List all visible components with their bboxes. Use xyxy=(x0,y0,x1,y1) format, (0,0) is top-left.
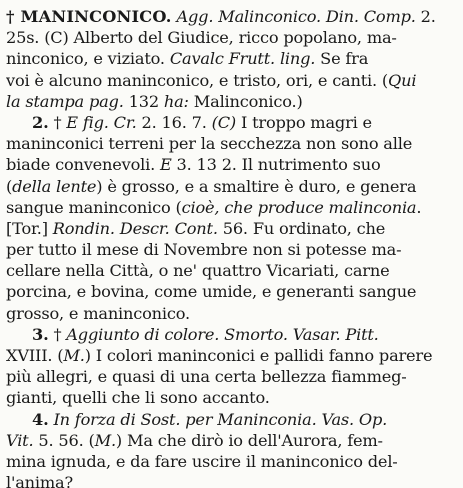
text: XVIII. ( xyxy=(6,346,64,365)
citation: E fig. Cr. xyxy=(66,112,137,132)
entry-line-4 xyxy=(6,70,455,91)
citation: Cavalc Frutt. ling. xyxy=(164,49,316,69)
entry-line-1 xyxy=(6,6,455,27)
text: 2. xyxy=(415,7,436,26)
text: biade convenevoli. xyxy=(6,155,156,175)
editorial-note: Qui xyxy=(388,70,417,90)
editorial-note: la stampa pag. xyxy=(6,91,124,111)
sense-number: 3. xyxy=(32,324,49,344)
citation: Rondin. Descr. Cont. xyxy=(47,218,218,238)
text: più allegri, e quasi di una certa bellezza fiammeg- xyxy=(6,367,407,387)
entry-line-17 xyxy=(6,345,455,366)
gloss: cioè, che produce malinconia xyxy=(181,197,417,217)
entry-line-7 xyxy=(6,133,455,154)
sense-number: 2. xyxy=(32,112,49,132)
entry-line-19 xyxy=(6,387,455,408)
source-mark: M. xyxy=(94,430,116,450)
entry-line-6 xyxy=(6,112,455,133)
text: grosso, e maninconico. xyxy=(6,303,190,323)
text: . xyxy=(416,197,422,217)
citation: Vit. xyxy=(6,430,34,450)
text: cellare nella Città, o ne' quattro Vicariati, carne xyxy=(6,261,390,281)
text: ninconico, e viziato. xyxy=(6,49,165,69)
text: 5. 56. ( xyxy=(33,430,95,450)
source-mark: [Tor.] xyxy=(6,218,48,238)
entry-line-10 xyxy=(6,197,455,218)
text: Malinconico.) xyxy=(188,91,303,111)
text: voi è alcuno maninconico, e tristo, ori, e canti. ( xyxy=(6,70,389,90)
entry-line-2 xyxy=(6,27,455,48)
entry-line-16 xyxy=(6,324,455,345)
entry-line-13 xyxy=(6,260,455,281)
text: l'anima? xyxy=(6,473,73,488)
text: ( xyxy=(6,176,13,196)
entry-line-9 xyxy=(6,176,455,197)
entry-line-18 xyxy=(6,366,455,387)
text: maninconici terreni per la secchezza non sono alle xyxy=(6,134,413,154)
definition-citation: Aggiunto di colore. Smorto. Vasar. Pitt. xyxy=(66,324,379,344)
text: ) I colori maninconici e pallidi fanno parere xyxy=(84,346,433,365)
text: ) Ma che dirò io dell'Aurora, fem- xyxy=(115,430,383,450)
entry-line-15 xyxy=(6,303,455,324)
definition-citation: In forza di Sost. per Maninconia. Vas. Op. xyxy=(48,409,388,429)
entry-line-14 xyxy=(6,281,455,302)
text: 3. 13 2. Il nutrimento suo xyxy=(171,155,381,175)
entry-line-11 xyxy=(6,218,455,239)
sense-number: 4. xyxy=(32,409,49,429)
entry-line-12 xyxy=(6,239,455,260)
text: per tutto il mese di Novembre non si potesse ma- xyxy=(6,240,402,260)
entry-line-5 xyxy=(6,91,455,112)
text: 2. 16. 7. xyxy=(136,112,212,132)
citation: E xyxy=(155,155,172,175)
text: Se fra xyxy=(315,49,369,69)
text: I troppo magri e xyxy=(236,112,372,132)
entry-line-8 xyxy=(6,154,455,175)
gloss: della lente xyxy=(12,176,97,196)
editorial-note: ha: xyxy=(163,91,189,111)
entry-line-20 xyxy=(6,409,455,430)
headword: † MANINCONICO. xyxy=(6,7,172,26)
source-mark: M. xyxy=(63,346,85,365)
text: gianti, quelli che li sono accanto. xyxy=(6,388,270,408)
text: † xyxy=(48,324,67,344)
entry-line-3 xyxy=(6,48,455,69)
text: 56. Fu ordinato, che xyxy=(217,218,386,238)
text: porcina, e bovina, come umide, e generanti sangue xyxy=(6,282,417,302)
entry-line-21 xyxy=(6,430,455,451)
text: 132 xyxy=(123,91,164,111)
text: ) è grosso, e a smaltire è duro, e genera xyxy=(96,176,417,196)
entry-line-22 xyxy=(6,451,455,472)
definition-citation: Agg. Malinconico. Din. Comp. xyxy=(171,7,416,26)
source-mark: (C) xyxy=(211,112,237,132)
text: 25s. (C) Alberto del Giudice, ricco popolano, ma- xyxy=(6,28,397,48)
text: † xyxy=(48,112,67,132)
text: mina ignuda, e da fare uscire il maninconico del- xyxy=(6,451,398,471)
entry-line-23 xyxy=(6,472,455,488)
text: sangue maninconico ( xyxy=(6,197,182,217)
